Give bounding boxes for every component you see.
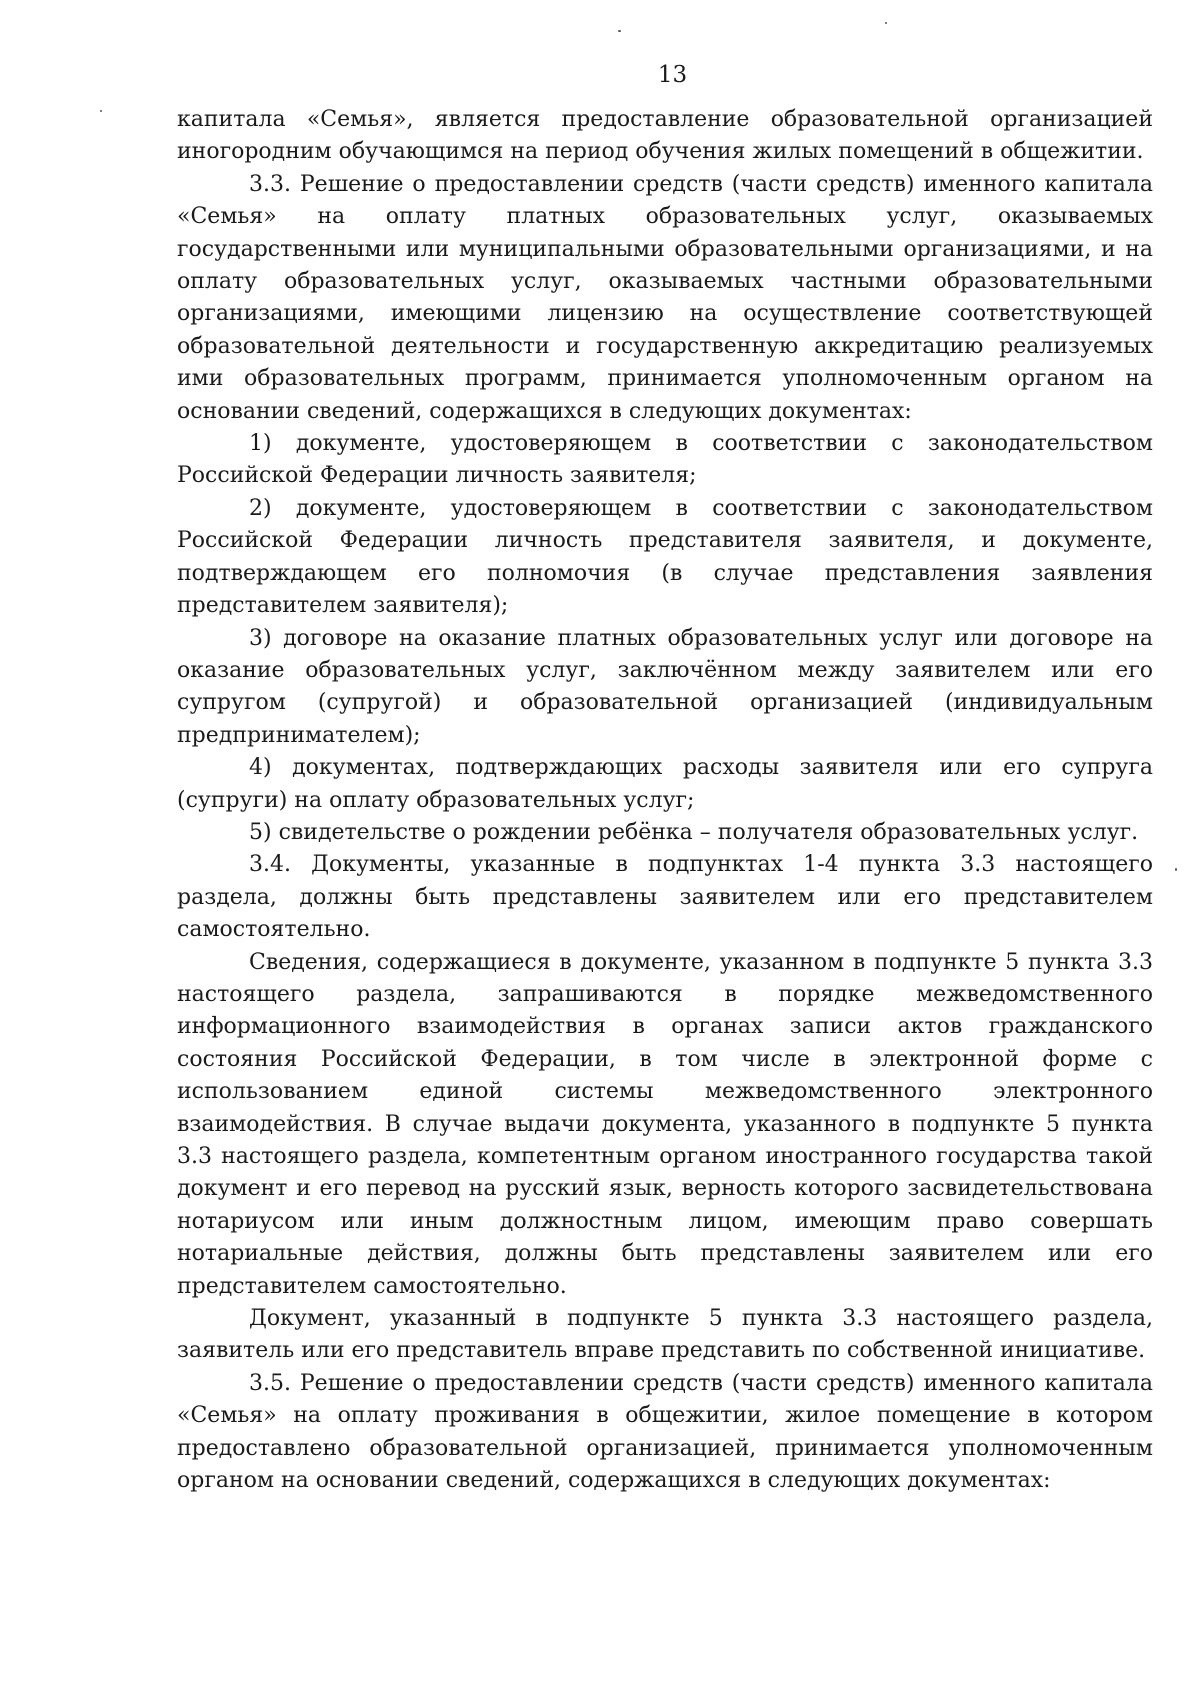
list-item-2: 2) документе, удостоверяющем в соответствии с законодательством Российской Федерации личность представителя заявителя, и документе, подтверждающем его полномочия (в случае представления заявления представителем заявителя); [177,495,1153,619]
page-number: 13 [657,62,688,88]
list-item-5: 5) свидетельстве о рождении ребёнка – получателя образовательных услуг. [249,819,1139,845]
scan-speck [1175,868,1177,871]
paragraph-3-4: 3.4. Документы, указанные в подпунктах 1-4 пункта 3.3 настоящего раздела, должны быть представлены заявителем или его представителем самостоятельно. [177,852,1153,943]
document-body [177,104,1153,1497]
paragraph-information: Сведения, содержащиеся в документе, указанном в подпункте 5 пункта 3.3 настоящего раздела, запрашиваются в порядке межведомственного информационного взаимодействия в органах записи актов гражданского состояния Российской Федерации, в том числе в электронной форме с использованием единой системы межведомственного электронного взаимодействия. В случае выдачи документа, указанного в подпункте 5 пункта 3.3 настоящего раздела, компетентным органом иностранного государства такой документ и его перевод на русский язык, верность которого засвидетельствована нотариусом или иным должностным лицом, имеющим право совершать нотариальные действия, должны быть представлены заявителем или его представителем самостоятельно. [177,949,1153,1299]
list-item-3: 3) договоре на оказание платных образовательных услуг или договоре на оказание образовательных услуг, заключённом между заявителем или его супругом (супругой) и образовательной организацией (индивидуальным предпринимателем); [177,625,1153,748]
paragraph-3-5: 3.5. Решение о предоставлении средств (части средств) именного капитала «Семья» на оплату проживания в общежитии, жилое помещение в котором предоставлено образовательной организацией, принимается уполномоченным органом на основании сведений, содержащихся в следующих документах: [177,1370,1153,1494]
scan-speck [618,30,621,32]
paragraph-continuation: капитала «Семья», является предоставление образовательной организацией иногородним обучающимся на период обучения жилых помещений в общежитии. [177,107,1153,165]
paragraph-document: Документ, указанный в подпункте 5 пункта 3.3 настоящего раздела, заявитель или его представитель вправе представить по собственной инициативе. [177,1306,1153,1364]
paragraph-3-3: 3.3. Решение о предоставлении средств (части средств) именного капитала «Семья» на оплату платных образовательных услуг, оказываемых государственными или муниципальными образовательными организациями, и на оплату образовательных услуг, оказываемых частными образовательными организациями, имеющими лицензию на осуществление соответствующей образовательной деятельности и государственную аккредитацию реализуемых ими образовательных программ, принимается уполномоченным органом на основании сведений, содержащихся в следующих документах: [177,171,1153,424]
list-item-1: 1) документе, удостоверяющем в соответствии с законодательством Российской Федерации личность заявителя; [177,431,1153,489]
scan-speck [100,110,102,112]
scan-speck [885,22,887,24]
list-item-4: 4) документах, подтверждающих расходы заявителя или его супруга (супруги) на оплату образовательных услуг; [177,755,1153,813]
